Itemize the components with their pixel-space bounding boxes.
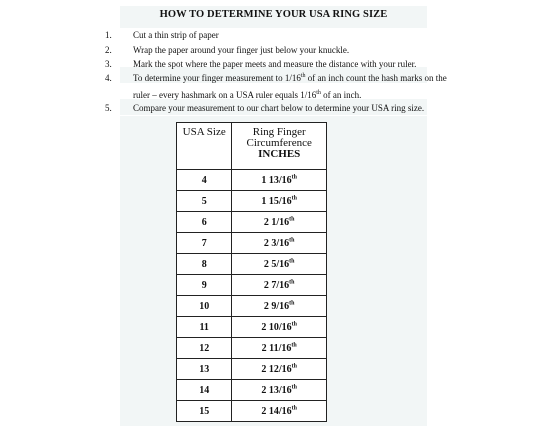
size-cell: 8 (177, 254, 232, 275)
step-text (133, 73, 447, 84)
circ-value: 2 3/16 (263, 237, 290, 249)
table-header-row (177, 123, 327, 170)
circumference-cell (232, 191, 327, 212)
header-circ-line1: Ring Finger (252, 126, 306, 138)
page-title: HOW TO DETERMINE YOUR USA RING SIZE (159, 9, 388, 20)
size-cell: 14 (177, 380, 232, 401)
circ-value: 2 14/16 (261, 405, 292, 417)
superscript: th (289, 258, 295, 265)
table-body (177, 170, 327, 422)
step-number: 4. (105, 73, 112, 83)
header-circ-line2: Circumference (246, 137, 312, 149)
circumference-cell (232, 254, 327, 275)
superscript: th (289, 279, 295, 286)
size-cell: 6 (177, 212, 232, 233)
circumference-cell (232, 296, 327, 317)
header-usa-size: USA Size (177, 123, 232, 170)
step-text: Compare your measurement to our chart below to determine your USA ring size. (133, 103, 425, 113)
table-row (177, 170, 327, 191)
header-unit: INCHES (258, 148, 301, 160)
step-number: 1. (105, 30, 112, 40)
table-row (177, 233, 327, 254)
circumference-cell (232, 401, 327, 422)
circ-value: 1 13/16 (261, 174, 292, 186)
step-text: Mark the spot where the paper meets and measure the distance with your ruler. (133, 59, 417, 69)
step-text-part: of an inch count the hash marks on the (305, 73, 447, 83)
size-cell: 13 (177, 359, 232, 380)
superscript: th (291, 363, 297, 370)
table-row (177, 401, 327, 422)
size-cell: 12 (177, 338, 232, 359)
table-row (177, 191, 327, 212)
superscript: th (291, 174, 297, 181)
superscript: th (291, 342, 297, 349)
table-row (177, 296, 327, 317)
circumference-cell (232, 338, 327, 359)
circumference-cell (232, 317, 327, 338)
size-cell: 15 (177, 401, 232, 422)
circumference-cell (232, 380, 327, 401)
circ-value: 2 11/16 (261, 342, 292, 354)
superscript: th (289, 300, 295, 307)
table-row (177, 275, 327, 296)
circumference-cell (232, 170, 327, 191)
step-text-line2 (133, 90, 433, 101)
circumference-cell (232, 275, 327, 296)
table-row (177, 359, 327, 380)
circumference-cell (232, 359, 327, 380)
table-row (177, 338, 327, 359)
circ-value: 2 13/16 (261, 384, 292, 396)
table-row (177, 380, 327, 401)
table-row (177, 212, 327, 233)
ring-size-table (176, 122, 327, 422)
step-number: 2. (105, 45, 112, 55)
step-text-part: ruler – every hashmark on a USA ruler equals 1/16 (133, 90, 317, 100)
superscript: th (300, 73, 306, 79)
circ-value: 2 9/16 (263, 300, 290, 312)
size-cell: 10 (177, 296, 232, 317)
circ-value: 2 7/16 (263, 279, 290, 291)
circ-value: 2 1/16 (263, 216, 290, 228)
superscript: th (291, 195, 297, 202)
header-circumference (232, 123, 327, 170)
size-cell: 7 (177, 233, 232, 254)
step-number: 3. (105, 59, 112, 69)
step-text: Wrap the paper around your finger just below your knuckle. (133, 45, 350, 55)
size-cell: 9 (177, 275, 232, 296)
superscript: th (316, 90, 321, 96)
circ-value: 2 12/16 (261, 363, 292, 375)
superscript: th (291, 384, 297, 391)
step-number: 5. (105, 103, 112, 113)
superscript: th (289, 216, 295, 223)
circ-value: 2 10/16 (261, 321, 292, 333)
superscript: th (291, 321, 297, 328)
size-cell: 4 (177, 170, 232, 191)
superscript: th (291, 405, 297, 412)
step-text-part: of an inch. (320, 90, 362, 100)
step-text-part: To determine your finger measurement to 1/16 (133, 73, 301, 83)
circumference-cell (232, 233, 327, 254)
circ-value: 2 5/16 (263, 258, 290, 270)
table-row (177, 317, 327, 338)
step-text: Cut a thin strip of paper (133, 30, 219, 40)
size-cell: 11 (177, 317, 232, 338)
circumference-cell (232, 212, 327, 233)
table-row (177, 254, 327, 275)
circ-value: 1 15/16 (261, 195, 292, 207)
size-cell: 5 (177, 191, 232, 212)
superscript: th (289, 237, 295, 244)
